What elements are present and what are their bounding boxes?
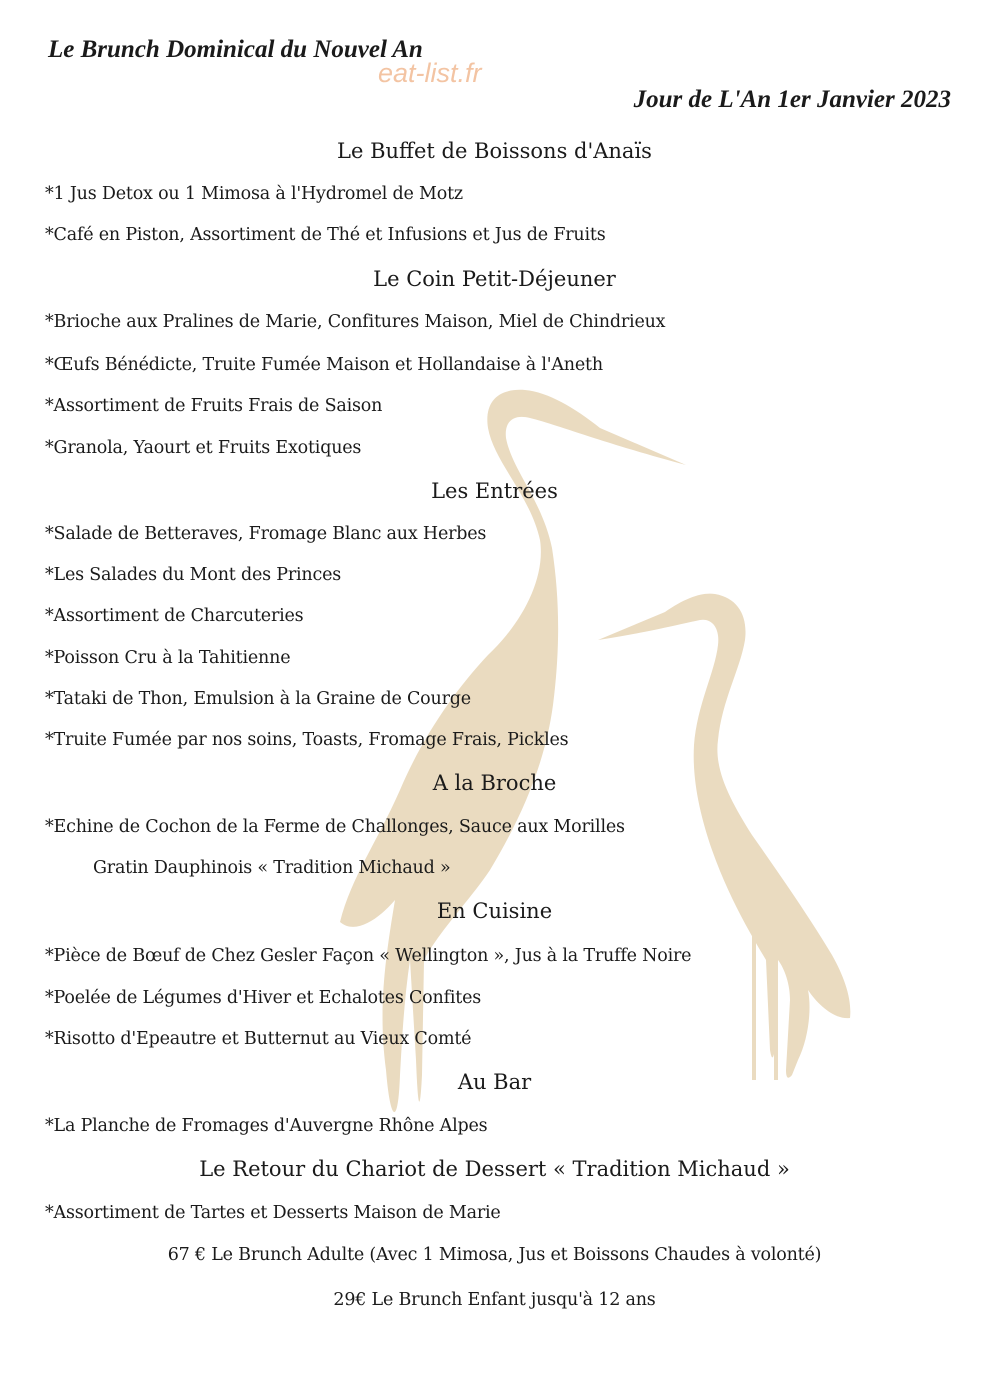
price-adult: 67 € Le Brunch Adulte (Avec 1 Mimosa, Jus et Boissons Chaudes à volonté) [167,1245,822,1265]
menu-item: *Assortiment de Fruits Frais de Saison [45,396,383,416]
menu-item: *Truite Fumée par nos soins, Toasts, Fromage Frais, Pickles [45,730,569,750]
price-child: 29€ Le Brunch Enfant jusqu'à 12 ans [333,1290,656,1310]
short-heron-silhouette [598,594,850,1078]
menu-title: Le Brunch Dominical du Nouvel An [48,36,423,63]
section-heading-entrees: Les Entrées [431,479,558,503]
menu-item: *Œufs Bénédicte, Truite Fumée Maison et Hollandaise à l'Aneth [45,355,603,375]
menu-item: *Risotto d'Epeautre et Butternut au Vieux Comté [45,1029,472,1049]
watermark-text: eat-list.fr [378,58,482,88]
section-heading-dessert: Le Retour du Chariot de Dessert « Tradition Michaud » [199,1157,790,1181]
section-heading-petit-dejeuner: Le Coin Petit-Déjeuner [373,267,616,291]
section-heading-boissons: Le Buffet de Boissons d'Anaïs [337,139,652,163]
menu-item: *Assortiment de Charcuteries [45,606,304,626]
menu-item: Gratin Dauphinois « Tradition Michaud » [93,858,451,878]
section-heading-broche: A la Broche [432,771,557,795]
heron-leg-right [774,940,778,1080]
menu-item: *Tataki de Thon, Emulsion à la Graine de Courge [45,689,471,709]
menu-item: *1 Jus Detox ou 1 Mimosa à l'Hydromel de Motz [45,184,463,204]
menu-item: *Poisson Cru à la Tahitienne [45,648,291,668]
menu-item: *Assortiment de Tartes et Desserts Maison de Marie [45,1203,501,1223]
menu-item: *Granola, Yaourt et Fruits Exotiques [45,438,362,458]
menu-item: *Pièce de Bœuf de Chez Gesler Façon « Wellington », Jus à la Truffe Noire [45,946,692,966]
menu-item: *Café en Piston, Assortiment de Thé et Infusions et Jus de Fruits [45,225,606,245]
menu-item: *Echine de Cochon de la Ferme de Challonges, Sauce aux Morilles [45,817,625,837]
menu-item: *Brioche aux Pralines de Marie, Confitures Maison, Miel de Chindrieux [45,312,666,332]
heron-leg-left [752,930,756,1080]
menu-item: *Salade de Betteraves, Fromage Blanc aux Herbes [45,524,487,544]
section-heading-cuisine: En Cuisine [436,899,553,923]
menu-item: *Les Salades du Mont des Princes [45,565,342,585]
menu-item: *Poelée de Légumes d'Hiver et Echalotes Confites [45,988,482,1008]
menu-item: *La Planche de Fromages d'Auvergne Rhône Alpes [45,1116,488,1136]
section-heading-bar: Au Bar [457,1070,532,1094]
menu-date: Jour de L'An 1er Janvier 2023 [633,86,951,113]
